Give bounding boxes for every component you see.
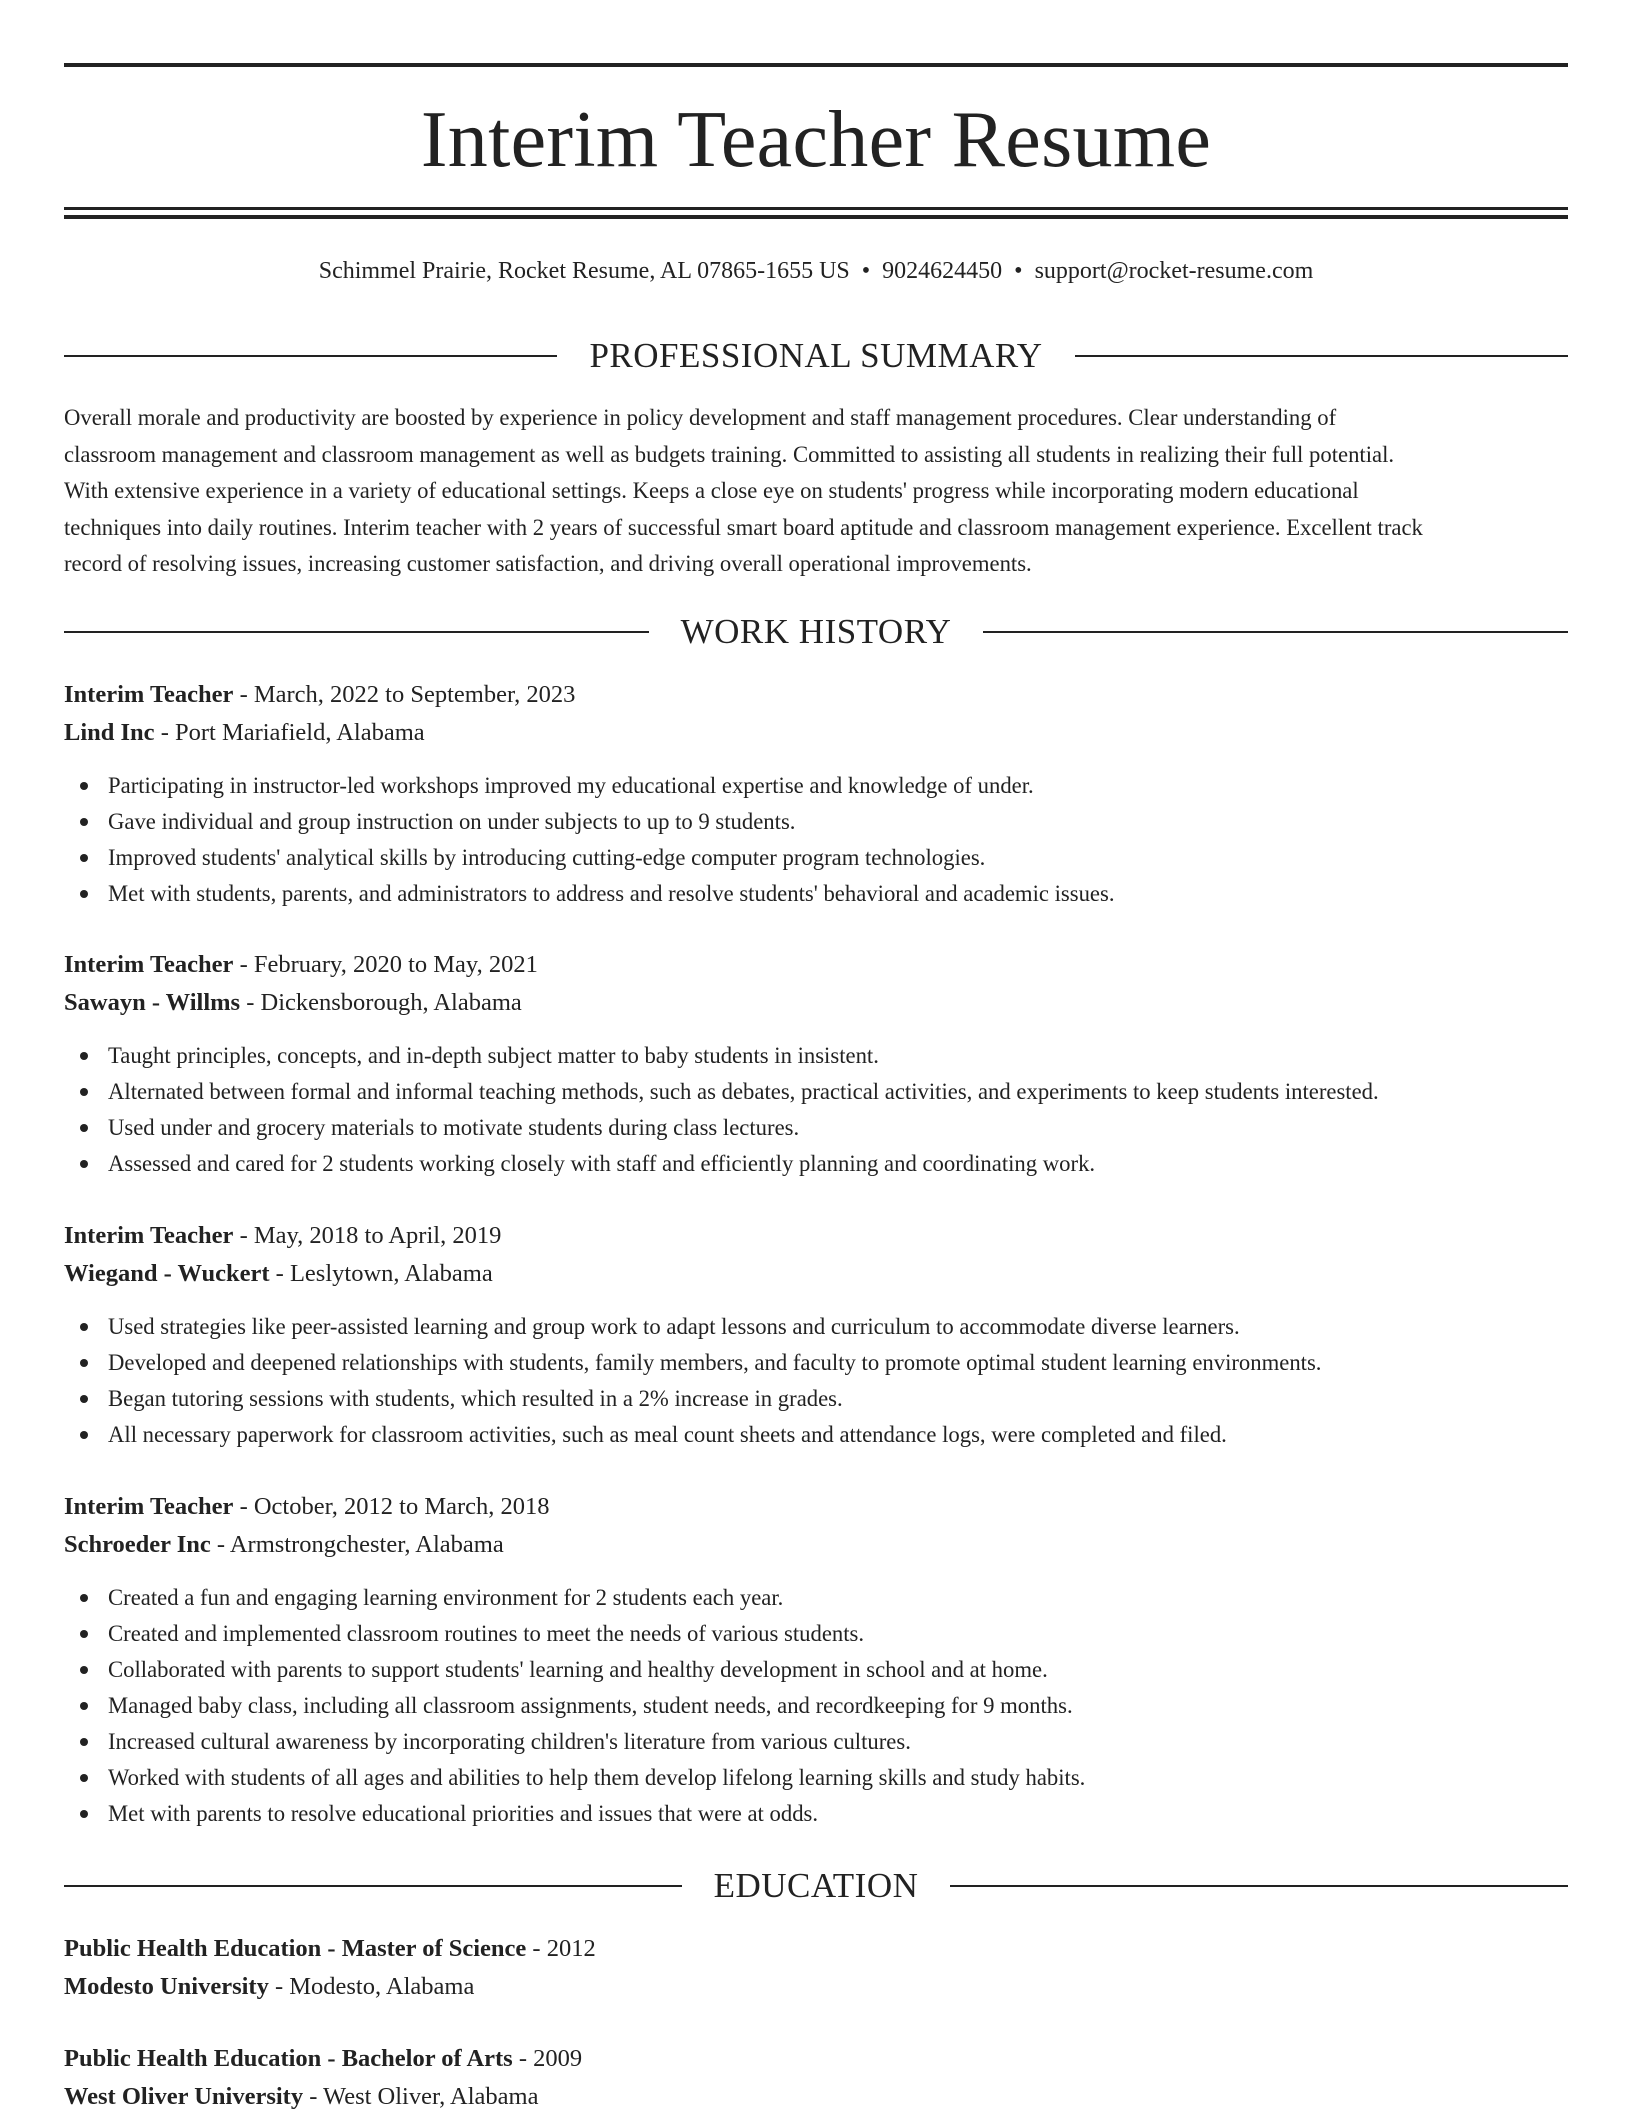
summary-line: record of resolving issues, increasing customer satisfaction, and driving overall operational improvements. [64,551,1032,576]
job-title: Interim Teacher [64,951,234,978]
job-company: Sawayn - Willms [64,989,241,1016]
summary-line: classroom management and classroom management as well as budgets training. Committed to assisting all students in realizing their full potential. [64,441,1395,467]
list-item: Collaborated with parents to support students' learning and healthy development in school and at home. [64,1652,1568,1688]
work-heading [64,610,1568,654]
job-location: - Leslytown, Alabama [269,1260,493,1287]
job-dates: - May, 2018 to April, 2019 [233,1222,502,1249]
list-item: Increased cultural awareness by incorporating children's literature from various cultures. [64,1724,1568,1760]
list-item: All necessary paperwork for classroom activities, such as meal count sheets and attendance logs, were completed and filed. [64,1417,1568,1453]
bullet-icon [80,1738,88,1746]
education-entry [64,1930,1568,2006]
list-item: Used under and grocery materials to motivate students during class lectures. [64,1110,1568,1146]
summary-paragraph [64,400,1568,583]
list-item: Used strategies like peer-assisted learning and group work to adapt lessons and curriculum to accommodate diverse learners. [64,1309,1568,1345]
job-title: Interim Teacher [64,1222,234,1249]
bullet-icon [80,1594,88,1602]
list-item: Met with students, parents, and administrators to address and resolve students' behavioral and academic issues. [64,876,1568,912]
degree-year: - 2009 [512,2045,583,2072]
school: West Oliver University [64,2083,304,2110]
contact-separator: • [1014,258,1023,284]
work-heading-label: WORK HISTORY [680,612,952,651]
job-entry [64,1217,1568,1453]
job-title-line [64,676,1568,714]
job-bullets [64,1580,1568,1832]
list-item: Created a fun and engaging learning environment for 2 students each year. [64,1580,1568,1616]
resume-title: Interim Teacher Resume [420,96,1212,184]
list-item: Managed baby class, including all classroom assignments, student needs, and recordkeeping for 9 months. [64,1688,1568,1724]
job-dates: - March, 2022 to September, 2023 [233,681,576,708]
list-item: Began tutoring sessions with students, which resulted in a 2% increase in grades. [64,1381,1568,1417]
contact-line [64,254,1568,288]
bullet-icon [80,1124,88,1132]
contact-phone: 9024624450 [882,258,1003,284]
job-entry [64,1488,1568,1832]
summary-heading-label: PROFESSIONAL SUMMARY [589,336,1043,375]
heading-rule-right [983,631,1568,633]
degree: Public Health Education - Master of Science [64,1935,527,1962]
summary-line: techniques into daily routines. Interim teacher with 2 years of successful smart board aptitude and classroom management experience. Excellent track [64,514,1423,540]
contact-email: support@rocket-resume.com [1034,258,1314,284]
job-company-line [64,1255,1568,1293]
job-company: Wiegand - Wuckert [64,1260,270,1287]
summary-heading [64,334,1568,378]
degree-line [64,2040,1568,2078]
list-item: Alternated between formal and informal teaching methods, such as debates, practical activities, and experiments to keep students interested. [64,1074,1568,1110]
job-title-line [64,946,1568,984]
summary-line: With extensive experience in a variety of educational settings. Keeps a close eye on students' progress while incorporating modern educational [64,478,1359,503]
bullet-icon [80,818,88,826]
heading-rule-right [950,1885,1568,1887]
degree: Public Health Education - Bachelor of Arts [64,2045,513,2072]
job-title-line [64,1217,1568,1255]
list-item: Created and implemented classroom routines to meet the needs of various students. [64,1616,1568,1652]
bullet-icon [80,1774,88,1782]
school-location: - West Oliver, Alabama [303,2083,539,2110]
school: Modesto University [64,1973,269,2000]
bullet-icon [80,1630,88,1638]
education-heading-label: EDUCATION [713,1866,919,1905]
list-item: Assessed and cared for 2 students working closely with staff and efficiently planning and coordinating work. [64,1146,1568,1182]
education-heading [64,1864,1568,1908]
heading-rule-right [1075,355,1568,357]
bullet-icon [80,1666,88,1674]
title-rule-upper [64,207,1568,210]
top-rule [64,63,1568,67]
job-location: - Dickensborough, Alabama [240,989,522,1016]
job-title: Interim Teacher [64,1493,234,1520]
job-title-line [64,1488,1568,1526]
contact-separator: • [861,258,871,284]
job-entry [64,946,1568,1182]
job-location: - Port Mariafield, Alabama [154,719,425,746]
bullet-icon [80,1323,88,1331]
heading-rule-left [64,631,649,633]
bullet-icon [80,1431,88,1439]
job-entry [64,676,1568,912]
bullet-icon [80,854,88,862]
list-item: Gave individual and group instruction on under subjects to up to 9 students. [64,804,1568,840]
job-bullets [64,1038,1568,1182]
bullet-icon [80,890,88,898]
degree-year: - 2012 [526,1935,596,1962]
job-dates: - February, 2020 to May, 2021 [233,951,538,978]
job-company: Lind Inc [64,719,155,746]
list-item: Improved students' analytical skills by introducing cutting-edge computer program technologies. [64,840,1568,876]
bullet-icon [80,782,88,790]
bullet-icon [80,1160,88,1168]
bullet-icon [80,1810,88,1818]
bullet-icon [80,1088,88,1096]
bullet-icon [80,1052,88,1060]
list-item: Developed and deepened relationships with students, family members, and faculty to promote optimal student learning environments. [64,1345,1568,1381]
bullet-icon [80,1359,88,1367]
job-company-line [64,984,1568,1022]
school-line [64,2078,1568,2112]
job-location: - Armstrongchester, Alabama [210,1531,504,1558]
job-bullets [64,768,1568,912]
list-item: Met with parents to resolve educational priorities and issues that were at odds. [64,1796,1568,1832]
school-location: - Modesto, Alabama [268,1973,475,2000]
list-item: Participating in instructor-led workshops improved my educational expertise and knowledge of under. [64,768,1568,804]
job-dates: - October, 2012 to March, 2018 [233,1493,550,1520]
heading-rule-left [64,355,557,357]
bullet-icon [80,1395,88,1403]
list-item: Worked with students of all ages and abilities to help them develop lifelong learning skills and study habits. [64,1760,1568,1796]
degree-line [64,1930,1568,1968]
job-company: Schroeder Inc [64,1531,211,1558]
school-line [64,1968,1568,2006]
job-title: Interim Teacher [64,681,234,708]
contact-address: Schimmel Prairie, Rocket Resume, AL 07865-1655 US [318,258,850,284]
summary-line: Overall morale and productivity are boosted by experience in policy development and staff management procedures. Clear understanding of [64,405,1337,430]
heading-rule-left [64,1885,682,1887]
list-item: Taught principles, concepts, and in-depth subject matter to baby students in insistent. [64,1038,1568,1074]
job-company-line [64,714,1568,752]
education-entry [64,2040,1568,2112]
title-rule-lower [64,215,1568,219]
job-company-line [64,1526,1568,1564]
bullet-icon [80,1702,88,1710]
job-bullets [64,1309,1568,1453]
